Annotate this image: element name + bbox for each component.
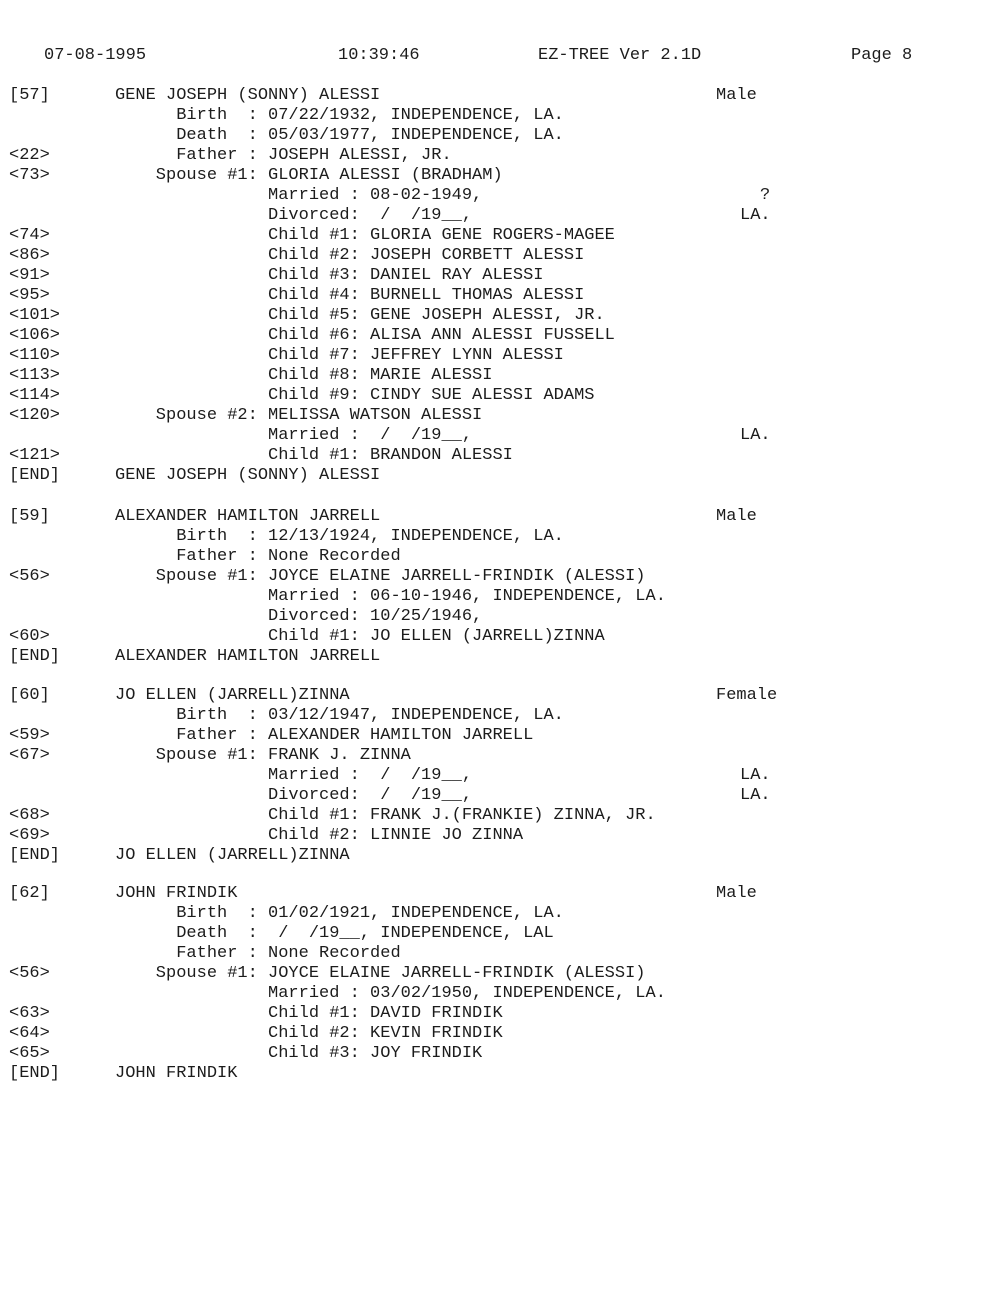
record-line-text: JOHN FRINDIK [115, 884, 238, 903]
record-ref-tag: <114> [9, 386, 61, 405]
record-line-text: Birth : 07/22/1932, INDEPENDENCE, LA. [115, 106, 564, 125]
program-version: EZ-TREE Ver 2.1D [538, 46, 702, 65]
record-ref-tag: [END] [9, 647, 61, 666]
record-line-text: ALEXANDER HAMILTON JARRELL [115, 507, 381, 526]
record-line-text: Child #4: BURNELL THOMAS ALESSI [115, 286, 585, 305]
record-line-text: Spouse #1: JOYCE ELAINE JARRELL-FRINDIK (ALESSI) [115, 567, 646, 586]
record-line-text: Child #2: JOSEPH CORBETT ALESSI [115, 246, 585, 265]
record-line-text: Married : 06-10-1946, INDEPENDENCE, LA. [115, 587, 666, 606]
record-ref-tag: <121> [9, 446, 61, 465]
record-line-text: Child #9: CINDY SUE ALESSI ADAMS [115, 386, 595, 405]
record-ref-tag: [62] [9, 884, 50, 903]
gender-label: Male [716, 507, 757, 526]
place-label: LA. [740, 766, 771, 785]
place-label: LA. [740, 206, 771, 225]
record-ref-tag: <56> [9, 567, 50, 586]
record-line-text: Child #7: JEFFREY LYNN ALESSI [115, 346, 564, 365]
gender-label: Female [716, 686, 778, 705]
record-line-text: Father : JOSEPH ALESSI, JR. [115, 146, 452, 165]
record-line-text: Birth : 03/12/1947, INDEPENDENCE, LA. [115, 706, 564, 725]
record-ref-tag: <101> [9, 306, 61, 325]
record-ref-tag: <63> [9, 1004, 50, 1023]
record-line-text: Married : / /19__, [115, 426, 473, 445]
record-line-text: Child #3: JOY FRINDIK [115, 1044, 483, 1063]
record-line-text: Birth : 01/02/1921, INDEPENDENCE, LA. [115, 904, 564, 923]
record-line-text: Child #2: KEVIN FRINDIK [115, 1024, 503, 1043]
record-ref-tag: <69> [9, 826, 50, 845]
record-ref-tag: <73> [9, 166, 50, 185]
record-ref-tag: <120> [9, 406, 61, 425]
record-line-text: Divorced: / /19__, [115, 786, 473, 805]
record-ref-tag: <64> [9, 1024, 50, 1043]
record-ref-tag: <110> [9, 346, 61, 365]
place-label: LA. [740, 786, 771, 805]
record-line-text: Death : 05/03/1977, INDEPENDENCE, LA. [115, 126, 564, 145]
record-line-text: Spouse #1: FRANK J. ZINNA [115, 746, 411, 765]
gender-label: Male [716, 884, 757, 903]
record-line-text: JOHN FRINDIK [115, 1064, 238, 1083]
record-ref-tag: <65> [9, 1044, 50, 1063]
record-line-text: JO ELLEN (JARRELL)ZINNA [115, 846, 350, 865]
print-time: 10:39:46 [338, 46, 420, 65]
record-line-text: Married : 08-02-1949, [115, 186, 483, 205]
record-line-text: Child #2: LINNIE JO ZINNA [115, 826, 524, 845]
record-ref-tag: [60] [9, 686, 50, 705]
record-line-text: Father : None Recorded [115, 944, 401, 963]
record-line-text: Married : 03/02/1950, INDEPENDENCE, LA. [115, 984, 666, 1003]
record-line-text: Child #1: BRANDON ALESSI [115, 446, 513, 465]
place-label: LA. [740, 426, 771, 445]
record-line-text: Married : / /19__, [115, 766, 473, 785]
record-line-text: JO ELLEN (JARRELL)ZINNA [115, 686, 350, 705]
record-ref-tag: <106> [9, 326, 61, 345]
page-number: Page 8 [851, 46, 913, 65]
record-line-text: Child #1: DAVID FRINDIK [115, 1004, 503, 1023]
record-ref-tag: <60> [9, 627, 50, 646]
record-ref-tag: <113> [9, 366, 61, 385]
record-ref-tag: <22> [9, 146, 50, 165]
record-line-text: Divorced: 10/25/1946, [115, 607, 483, 626]
record-line-text: Father : ALEXANDER HAMILTON JARRELL [115, 726, 534, 745]
record-line-text: GENE JOSEPH (SONNY) ALESSI [115, 86, 381, 105]
record-ref-tag: [END] [9, 1064, 61, 1083]
record-ref-tag: [END] [9, 846, 61, 865]
record-ref-tag: <95> [9, 286, 50, 305]
place-label: ? [760, 186, 771, 205]
record-line-text: Birth : 12/13/1924, INDEPENDENCE, LA. [115, 527, 564, 546]
record-line-text: Divorced: / /19__, [115, 206, 473, 225]
record-line-text: Child #6: ALISA ANN ALESSI FUSSELL [115, 326, 615, 345]
record-ref-tag: <67> [9, 746, 50, 765]
record-line-text: GENE JOSEPH (SONNY) ALESSI [115, 466, 381, 485]
record-ref-tag: [57] [9, 86, 50, 105]
print-date: 07-08-1995 [44, 46, 147, 65]
record-line-text: ALEXANDER HAMILTON JARRELL [115, 647, 381, 666]
record-line-text: Spouse #1: GLORIA ALESSI (BRADHAM) [115, 166, 503, 185]
record-line-text: Spouse #1: JOYCE ELAINE JARRELL-FRINDIK (ALESSI) [115, 964, 646, 983]
record-ref-tag: <68> [9, 806, 50, 825]
record-line-text: Spouse #2: MELISSA WATSON ALESSI [115, 406, 483, 425]
record-ref-tag: <56> [9, 964, 50, 983]
record-ref-tag: <86> [9, 246, 50, 265]
record-ref-tag: <91> [9, 266, 50, 285]
record-line-text: Father : None Recorded [115, 547, 401, 566]
record-line-text: Child #1: JO ELLEN (JARRELL)ZINNA [115, 627, 605, 646]
record-ref-tag: <74> [9, 226, 50, 245]
record-line-text: Child #1: FRANK J.(FRANKIE) ZINNA, JR. [115, 806, 656, 825]
gender-label: Male [716, 86, 757, 105]
record-line-text: Child #5: GENE JOSEPH ALESSI, JR. [115, 306, 605, 325]
record-ref-tag: <59> [9, 726, 50, 745]
record-ref-tag: [END] [9, 466, 61, 485]
record-line-text: Death : / /19__, INDEPENDENCE, LAL [115, 924, 554, 943]
record-ref-tag: [59] [9, 507, 50, 526]
record-line-text: Child #1: GLORIA GENE ROGERS-MAGEE [115, 226, 615, 245]
record-line-text: Child #3: DANIEL RAY ALESSI [115, 266, 544, 285]
record-line-text: Child #8: MARIE ALESSI [115, 366, 493, 385]
